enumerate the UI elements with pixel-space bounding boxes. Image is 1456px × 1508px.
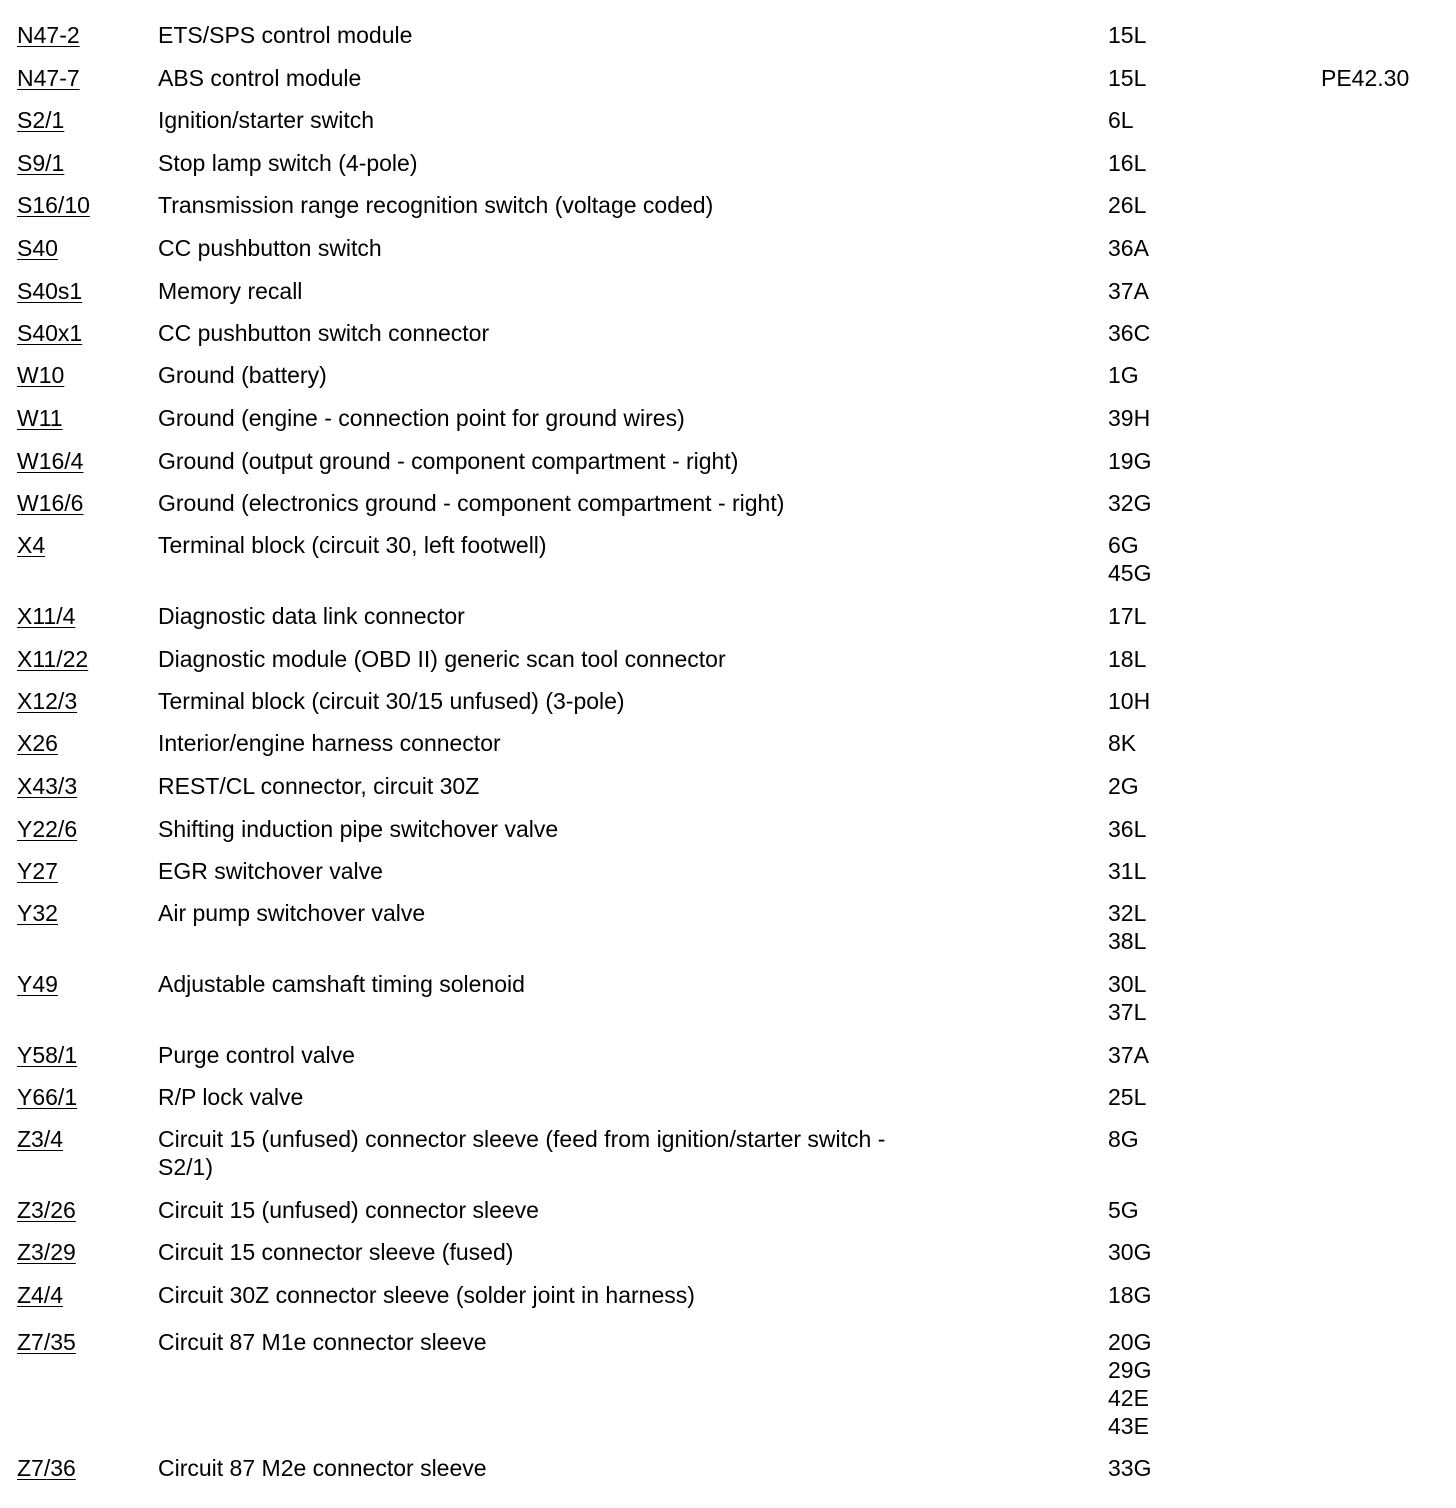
grid-location-list xyxy=(1108,1328,1151,1440)
grid-location: 15L xyxy=(1108,22,1147,48)
component-description: Ground (engine - connection point for ground wires) xyxy=(158,405,685,431)
grid-location: 37A xyxy=(1108,278,1149,304)
grid-location: 29G xyxy=(1108,1357,1152,1383)
grid-location: 36L xyxy=(1108,816,1147,842)
component-code-link[interactable]: W16/6 xyxy=(17,490,84,516)
grid-location-list xyxy=(1108,489,1151,517)
component-code-link[interactable]: Y58/1 xyxy=(17,1042,78,1068)
grid-location: 36C xyxy=(1108,320,1151,346)
grid-location: 5G xyxy=(1108,1197,1139,1223)
grid-location-list xyxy=(1108,602,1146,630)
grid-location: 38L xyxy=(1108,928,1147,954)
grid-location: 19G xyxy=(1108,448,1152,474)
component-description: Shifting induction pipe switchover valve xyxy=(158,816,559,842)
component-description: Ignition/starter switch xyxy=(158,107,375,133)
component-description: Transmission range recognition switch (voltage coded) xyxy=(158,192,714,218)
grid-location: 32L xyxy=(1108,900,1147,926)
component-code-link[interactable]: X43/3 xyxy=(17,773,78,799)
grid-location: 8G xyxy=(1108,1126,1139,1152)
grid-location-list xyxy=(1108,1083,1146,1111)
component-description: Memory recall xyxy=(158,278,303,304)
component-description: Purge control valve xyxy=(158,1042,355,1068)
grid-location-list xyxy=(1108,1041,1149,1069)
grid-location: 2G xyxy=(1108,773,1139,799)
grid-location-list xyxy=(1108,361,1139,389)
grid-location: 1G xyxy=(1108,362,1139,388)
component-description: REST/CL connector, circuit 30Z xyxy=(158,773,480,799)
grid-location-list xyxy=(1108,1238,1151,1266)
component-code-link[interactable]: Z3/29 xyxy=(17,1239,76,1265)
component-code-link[interactable]: W11 xyxy=(17,405,63,431)
grid-location-list xyxy=(1108,234,1149,262)
grid-location: 33G xyxy=(1108,1455,1152,1481)
grid-location-list xyxy=(1108,319,1150,347)
grid-location: 45G xyxy=(1108,560,1152,586)
reference-code: PE42.30 xyxy=(1321,65,1410,91)
component-description: Ground (battery) xyxy=(158,362,327,388)
component-description: CC pushbutton switch xyxy=(158,235,382,261)
component-code-link[interactable]: Y66/1 xyxy=(17,1084,78,1110)
grid-location: 32G xyxy=(1108,490,1152,516)
component-code-link[interactable]: X12/3 xyxy=(17,688,78,714)
grid-location-list xyxy=(1108,899,1146,955)
component-description: Air pump switchover valve xyxy=(158,900,426,926)
grid-location-list xyxy=(1108,772,1139,800)
component-description: CC pushbutton switch connector xyxy=(158,320,490,346)
component-description: Circuit 30Z connector sleeve (solder joint in harness) xyxy=(158,1282,695,1308)
component-description: Terminal block (circuit 30, left footwell) xyxy=(158,532,547,558)
grid-location-list xyxy=(1108,1125,1139,1153)
grid-location-list xyxy=(1108,64,1146,92)
component-code-link[interactable]: N47-7 xyxy=(17,65,80,91)
grid-location: 8K xyxy=(1108,730,1137,756)
grid-location-list xyxy=(1108,404,1150,432)
grid-location: 15L xyxy=(1108,65,1147,91)
grid-location: 25L xyxy=(1108,1084,1147,1110)
component-code-link[interactable]: X11/22 xyxy=(17,646,89,672)
component-description: Ground (electronics ground - component compartment - right) xyxy=(158,490,785,516)
component-code-link[interactable]: S2/1 xyxy=(17,107,65,133)
grid-location-list xyxy=(1108,21,1146,49)
grid-location: 39H xyxy=(1108,405,1151,431)
component-description: Interior/engine harness connector xyxy=(158,730,501,756)
grid-location-list xyxy=(1108,447,1151,475)
component-code-link[interactable]: Y22/6 xyxy=(17,816,78,842)
grid-location: 43E xyxy=(1108,1413,1149,1439)
grid-location-list xyxy=(1108,1196,1139,1224)
component-code-link[interactable]: X26 xyxy=(17,730,58,756)
grid-location: 18L xyxy=(1108,646,1147,672)
component-code-link[interactable]: S40 xyxy=(17,235,58,261)
component-code-link[interactable]: Z7/35 xyxy=(17,1329,76,1355)
component-code-link[interactable]: X4 xyxy=(17,532,46,558)
component-code-link[interactable]: W16/4 xyxy=(17,448,84,474)
grid-location: 20G xyxy=(1108,1329,1152,1355)
component-description: R/P lock valve xyxy=(158,1084,304,1110)
component-code-link[interactable]: S40s1 xyxy=(17,278,83,304)
component-code-link[interactable]: Z3/4 xyxy=(17,1126,64,1152)
grid-location-list xyxy=(1108,1281,1151,1309)
component-description: Diagnostic data link connector xyxy=(158,603,465,629)
component-description: Circuit 15 connector sleeve (fused) xyxy=(158,1239,514,1265)
grid-location: 6G xyxy=(1108,532,1139,558)
grid-location-list xyxy=(1108,149,1146,177)
grid-location-list xyxy=(1108,857,1146,885)
grid-location: 36A xyxy=(1108,235,1149,261)
component-description: Diagnostic module (OBD II) generic scan tool connector xyxy=(158,646,726,672)
grid-location-list xyxy=(1108,106,1134,134)
component-code-link[interactable]: Z4/4 xyxy=(17,1282,64,1308)
grid-location: 26L xyxy=(1108,192,1147,218)
grid-location-list xyxy=(1108,277,1149,305)
component-description: Circuit 87 M1e connector sleeve xyxy=(158,1329,487,1355)
component-code-link[interactable]: Z7/36 xyxy=(17,1455,76,1481)
component-code-link[interactable]: S9/1 xyxy=(17,150,65,176)
component-description: ABS control module xyxy=(158,65,362,91)
grid-location: 17L xyxy=(1108,603,1147,629)
grid-location: 42E xyxy=(1108,1385,1149,1411)
grid-location-list xyxy=(1108,729,1136,757)
grid-location: 37A xyxy=(1108,1042,1149,1068)
component-description: Ground (output ground - component compartment - right) xyxy=(158,448,739,474)
grid-location: 16L xyxy=(1108,150,1147,176)
component-description: Circuit 15 (unfused) connector sleeve xyxy=(158,1197,539,1223)
grid-location-list xyxy=(1108,815,1146,843)
component-description: Stop lamp switch (4-pole) xyxy=(158,150,418,176)
component-description: Circuit 15 (unfused) connector sleeve (feed from ignition/starter switch - S2/1) xyxy=(158,1126,886,1180)
component-description: ETS/SPS control module xyxy=(158,22,413,48)
component-code-link[interactable]: Y32 xyxy=(17,900,58,926)
component-code-link[interactable]: N47-2 xyxy=(17,22,80,48)
component-code-link[interactable]: Y49 xyxy=(17,971,58,997)
grid-location: 37L xyxy=(1108,999,1147,1025)
grid-location: 30L xyxy=(1108,971,1147,997)
grid-location-list xyxy=(1108,970,1146,1026)
component-code-link[interactable]: Y27 xyxy=(17,858,58,884)
grid-location-list xyxy=(1108,645,1146,673)
grid-location-list xyxy=(1108,687,1150,715)
component-description: Terminal block (circuit 30/15 unfused) (3-pole) xyxy=(158,688,625,714)
grid-location-list xyxy=(1108,1454,1151,1482)
component-description: EGR switchover valve xyxy=(158,858,383,884)
grid-location-list xyxy=(1108,531,1151,587)
grid-location-list xyxy=(1108,191,1146,219)
component-code-link[interactable]: X11/4 xyxy=(17,603,76,629)
component-description: Adjustable camshaft timing solenoid xyxy=(158,971,525,997)
grid-location: 18G xyxy=(1108,1282,1152,1308)
component-code-link[interactable]: S16/10 xyxy=(17,192,90,218)
grid-location: 30G xyxy=(1108,1239,1152,1265)
component-code-link[interactable]: S40x1 xyxy=(17,320,83,346)
grid-location: 31L xyxy=(1108,858,1147,884)
component-code-link[interactable]: W10 xyxy=(17,362,65,388)
component-code-link[interactable]: Z3/26 xyxy=(17,1197,76,1223)
grid-location: 6L xyxy=(1108,107,1134,133)
grid-location: 10H xyxy=(1108,688,1151,714)
component-description: Circuit 87 M2e connector sleeve xyxy=(158,1455,487,1481)
